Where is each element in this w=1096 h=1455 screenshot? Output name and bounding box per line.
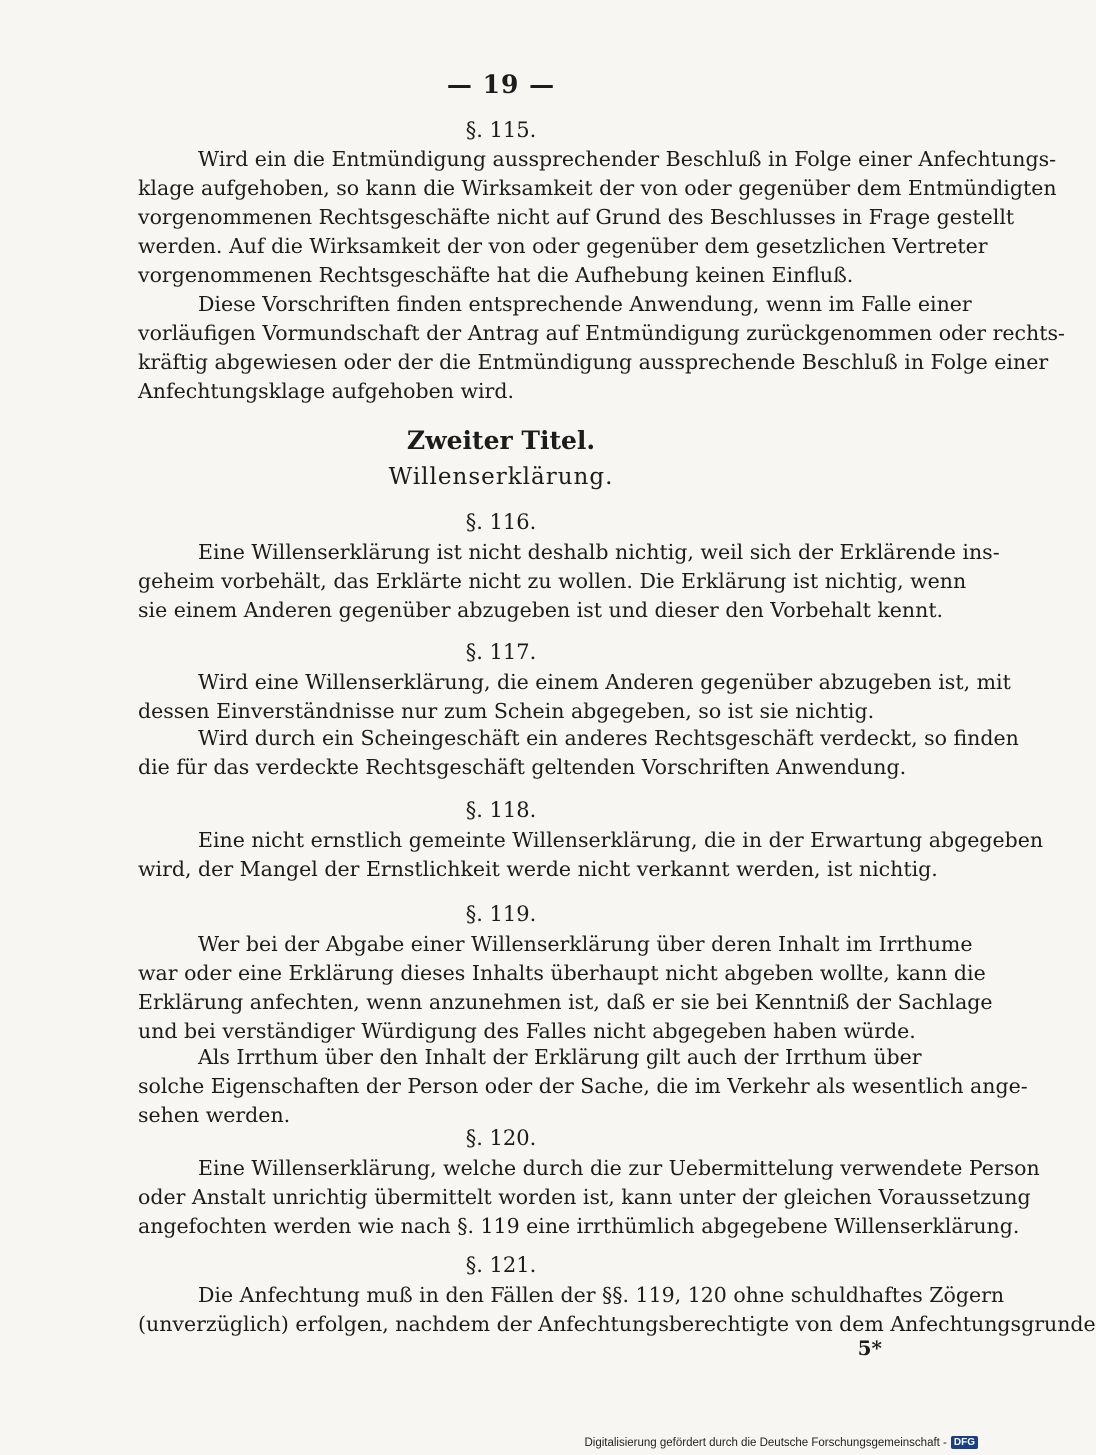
text-line: und bei verständiger Würdigung des Falles nicht abgegeben haben würde. — [138, 1019, 916, 1043]
text-line: werden. Auf die Wirksamkeit der von oder gegenüber dem gesetzlichen Vertreter — [138, 234, 988, 258]
text-line: war oder eine Erklärung dieses Inhalts überhaupt nicht abgeben wollte, kann die — [138, 961, 986, 985]
subtitle-heading: Willenserklärung. — [388, 464, 614, 490]
section-118-paragraph-1 — [138, 826, 1044, 884]
section-heading-115: §. 115. — [465, 118, 537, 142]
text-line: Diese Vorschriften finden entsprechende Anwendung, wenn im Falle einer — [198, 292, 972, 316]
text-line: dessen Einverständnisse nur zum Schein abgegeben, so ist sie nichtig. — [138, 699, 875, 723]
text-line: vorgenommenen Rechtsgeschäfte nicht auf Grund des Beschlusses in Frage gestellt — [138, 205, 1015, 229]
section-119-paragraph-1 — [138, 930, 993, 1046]
text-line: Eine Willenserklärung, welche durch die zur Uebermittelung verwendete Person — [198, 1156, 1040, 1180]
text-line: sehen werden. — [138, 1103, 291, 1127]
text-line: oder Anstalt unrichtig übermittelt worden ist, kann unter der gleichen Voraussetzung — [138, 1185, 1031, 1209]
section-heading-118: §. 118. — [465, 798, 537, 822]
text-line: Eine Willenserklärung ist nicht deshalb nichtig, weil sich der Erklärende ins- — [198, 540, 1000, 564]
text-line: kräftig abgewiesen oder der die Entmündigung aussprechende Beschluß in Folge einer — [138, 350, 1049, 374]
text-line: Wird eine Willenserklärung, die einem Anderen gegenüber abzugeben ist, mit — [198, 670, 1011, 694]
section-117-paragraph-1 — [138, 668, 1011, 726]
text-line: Die Anfechtung muß in den Fällen der §§. 119, 120 ohne schuldhaftes Zögern — [198, 1283, 1005, 1307]
text-line: Als Irrthum über den Inhalt der Erklärung gilt auch der Irrthum über — [198, 1045, 922, 1069]
signature-mark: 5* — [857, 1336, 882, 1360]
section-119-paragraph-2 — [138, 1043, 1028, 1130]
page-number: — 19 — — [446, 70, 556, 99]
section-heading-117: §. 117. — [465, 640, 537, 664]
text-line: Anfechtungsklage aufgehoben wird. — [138, 379, 514, 403]
text-line: die für das verdeckte Rechtsgeschäft geltenden Vorschriften Anwendung. — [138, 755, 907, 779]
text-line: klage aufgehoben, so kann die Wirksamkeit der von oder gegenüber dem Entmündigten — [138, 176, 1057, 200]
dfg-logo-icon: DFG — [951, 1436, 978, 1449]
text-line: vorläufigen Vormundschaft der Antrag auf Entmündigung zurückgenommen oder rechts- — [138, 321, 1065, 345]
text-line: sie einem Anderen gegenüber abzugeben ist und dieser den Vorbehalt kennt. — [138, 598, 944, 622]
text-line: Eine nicht ernstlich gemeinte Willenserklärung, die in der Erwartung abgegeben — [198, 828, 1044, 852]
text-line: Erklärung anfechten, wenn anzunehmen ist, daß er sie bei Kenntniß der Sachlage — [138, 990, 993, 1014]
text-line: geheim vorbehält, das Erklärte nicht zu wollen. Die Erklärung ist nichtig, wenn — [138, 569, 967, 593]
section-heading-120: §. 120. — [465, 1126, 537, 1150]
text-line: wird, der Mangel der Ernstlichkeit werde nicht verkannt werden, ist nichtig. — [138, 857, 938, 881]
footer-text: Digitalisierung gefördert durch die Deutsche Forschungsgemeinschaft - — [584, 1436, 947, 1449]
title-heading: Zweiter Titel. — [406, 426, 596, 455]
text-line: solche Eigenschaften der Person oder der Sache, die im Verkehr als wesentlich ange- — [138, 1074, 1028, 1098]
text-line: Wer bei der Abgabe einer Willenserklärung über deren Inhalt im Irrthume — [198, 932, 973, 956]
text-line: angefochten werden wie nach §. 119 eine irrthümlich abgegebene Willenserklärung. — [138, 1214, 1020, 1238]
section-heading-121: §. 121. — [465, 1253, 537, 1277]
digitization-footer — [584, 1436, 978, 1449]
section-115-paragraph-1 — [138, 145, 1057, 290]
section-117-paragraph-2 — [138, 724, 1019, 782]
text-line: Wird ein die Entmündigung aussprechender Beschluß in Folge einer Anfechtungs- — [198, 147, 1057, 171]
section-115-paragraph-2 — [138, 290, 1065, 406]
section-heading-119: §. 119. — [465, 902, 537, 926]
section-120-paragraph-1 — [138, 1154, 1040, 1241]
section-116-paragraph-1 — [138, 538, 1000, 625]
section-heading-116: §. 116. — [465, 510, 537, 534]
text-line: (unverzüglich) erfolgen, nachdem der Anfechtungsberechtigte von dem Anfechtungsgrunde — [138, 1312, 1096, 1336]
text-line: vorgenommenen Rechtsgeschäfte hat die Aufhebung keinen Einfluß. — [138, 263, 854, 287]
text-line: Wird durch ein Scheingeschäft ein anderes Rechtsgeschäft verdeckt, so finden — [198, 726, 1019, 750]
section-121-paragraph-1 — [138, 1281, 1096, 1339]
